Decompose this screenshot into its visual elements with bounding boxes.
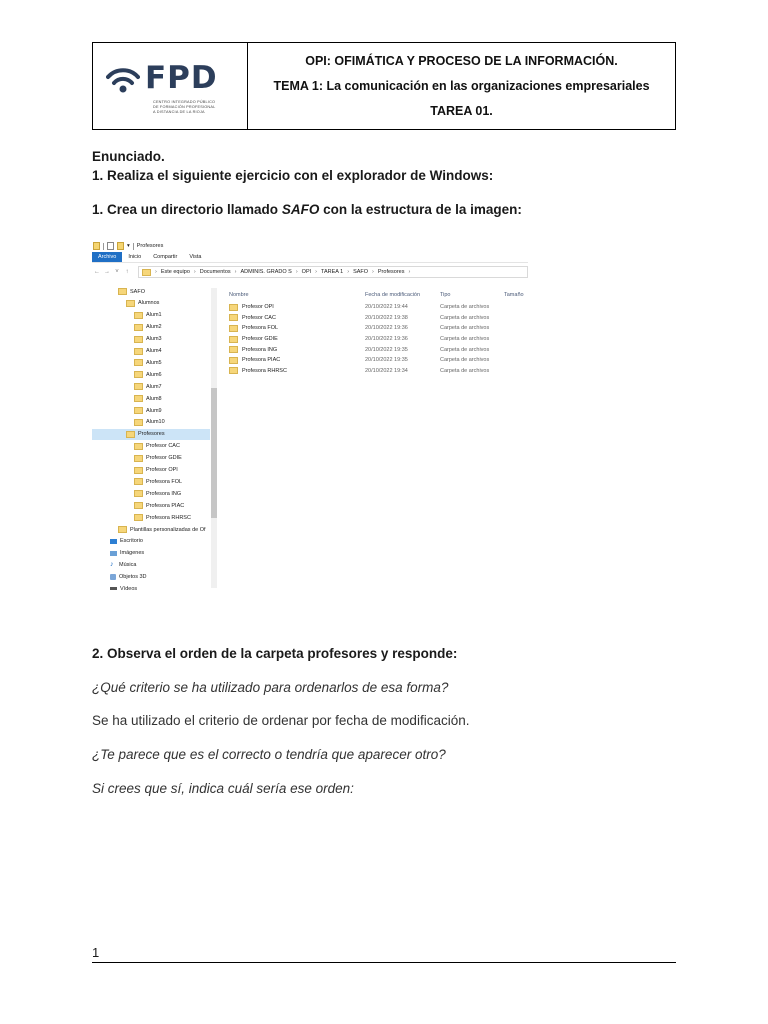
folder-icon — [134, 407, 143, 414]
tree-item-label: Profesor OPI — [146, 467, 178, 473]
breadcrumb-segment[interactable]: OPI — [301, 269, 312, 275]
tree-item[interactable] — [118, 286, 145, 297]
file-row[interactable] — [229, 355, 504, 366]
header-titles — [248, 43, 675, 129]
nav-scrollbar[interactable] — [211, 288, 217, 588]
pictures-icon — [110, 551, 117, 556]
file-row[interactable] — [229, 366, 504, 377]
address-bar-row — [92, 266, 528, 278]
exercise-1a-post: con la estructura de la imagen: — [319, 202, 522, 217]
logo-subtitle — [153, 100, 215, 115]
chevron-down-icon: ▾ — [127, 243, 130, 249]
objects-3d-icon — [110, 574, 116, 580]
column-name[interactable]: Nombre — [229, 292, 249, 298]
tree-item-label: Alum10 — [146, 419, 165, 426]
file-date: 20/10/2022 19:35 — [365, 346, 408, 353]
explorer-screenshot — [92, 240, 528, 590]
tree-item-label: Alum4 — [146, 348, 162, 354]
tree-item-label: Alum1 — [146, 312, 162, 319]
folder-icon — [134, 419, 143, 426]
file-date: 20/10/2022 19:34 — [365, 367, 408, 374]
tree-item[interactable] — [110, 536, 143, 547]
logo — [93, 43, 248, 129]
tab-inicio[interactable]: Inicio — [128, 254, 142, 260]
tree-item-label: Música — [119, 562, 137, 569]
tree-item[interactable] — [110, 560, 136, 571]
footer-divider — [92, 962, 676, 963]
quick-access-toolbar — [92, 240, 163, 252]
tree-item-label: Profesores — [138, 431, 165, 438]
file-name-cell — [229, 336, 365, 343]
tree-item-label: Objetos 3D — [119, 574, 147, 581]
folder-icon — [134, 490, 143, 497]
tree-item[interactable] — [134, 346, 162, 357]
desktop-icon — [110, 539, 117, 544]
folder-icon — [142, 269, 151, 276]
folder-icon — [134, 478, 143, 485]
file-type: Carpeta de archivos — [440, 346, 490, 353]
breadcrumb-segment[interactable]: Este equipo — [160, 269, 190, 275]
tree-item[interactable] — [118, 524, 206, 535]
tree-item-label: Alum8 — [146, 395, 162, 402]
exercise-2: 2. Observa el orden de la carpeta profesores y responde: — [92, 646, 458, 661]
folder-icon — [126, 431, 135, 438]
file-name: Profesor GDIE — [242, 336, 278, 343]
forward-arrow-icon[interactable]: → — [104, 269, 110, 275]
logo-sub-line: A DISTANCIA DE LA RIOJA — [153, 110, 205, 114]
tree-item-label: Alum5 — [146, 359, 162, 366]
folder-icon — [229, 325, 238, 332]
chevron-right-icon: › — [408, 269, 411, 275]
column-size[interactable]: Tamaño — [504, 292, 524, 298]
tree-item[interactable] — [134, 417, 165, 428]
tree-item[interactable] — [134, 322, 162, 333]
breadcrumb-segment[interactable]: Profesores — [377, 269, 405, 275]
tree-item[interactable] — [92, 429, 210, 440]
tree-item[interactable] — [134, 381, 162, 392]
recent-chevron-icon[interactable]: ˅ — [115, 269, 119, 275]
file-name: Profesora RHRSC — [242, 367, 287, 374]
tree-item-label: Escritorio — [120, 538, 143, 545]
file-date: 20/10/2022 19:36 — [365, 336, 408, 343]
folder-icon — [134, 443, 143, 450]
breadcrumb-segment[interactable]: ADMINIS. GRADO S — [240, 269, 292, 275]
folder-icon — [134, 348, 143, 355]
tree-item-label: Plantillas personalizadas de Of — [130, 526, 206, 533]
chevron-right-icon: › — [295, 269, 298, 275]
file-name: Profesora PIAC — [242, 357, 281, 364]
navigation-pane — [92, 286, 212, 590]
back-arrow-icon[interactable]: ← — [94, 269, 100, 275]
file-row[interactable] — [229, 334, 504, 345]
chevron-right-icon: › — [155, 269, 157, 275]
folder-icon — [93, 242, 100, 250]
tree-item-label: Profesora RHRSC — [146, 514, 191, 521]
tree-item-label: Alum6 — [146, 371, 162, 378]
tree-item-label: Profesora PIAC — [146, 502, 185, 509]
file-type: Carpeta de archivos — [440, 357, 490, 364]
up-arrow-icon[interactable]: ↑ — [125, 269, 129, 275]
scrollbar-thumb[interactable] — [211, 388, 217, 518]
tree-item[interactable] — [134, 369, 162, 380]
document-header — [92, 42, 676, 130]
exercise-1a — [92, 202, 522, 217]
tree-item[interactable] — [134, 334, 162, 345]
videos-icon — [110, 587, 117, 591]
tree-item-label: SAFO — [130, 288, 145, 295]
tree-item[interactable] — [134, 453, 182, 464]
folder-icon — [229, 314, 238, 321]
tree-item-label: Vídeos — [120, 586, 138, 590]
chevron-right-icon: › — [193, 269, 196, 275]
column-type[interactable]: Tipo — [440, 292, 451, 298]
question-2c: Si crees que sí, indica cuál sería ese orden: — [92, 781, 354, 796]
wifi-logo-icon — [106, 63, 140, 93]
file-name-cell — [229, 346, 365, 353]
file-type: Carpeta de archivos — [440, 304, 490, 311]
file-type: Carpeta de archivos — [440, 336, 490, 343]
new-folder-icon — [117, 242, 124, 250]
file-name: Profesora FOL — [242, 325, 279, 332]
tree-item-label: Imágenes — [120, 550, 145, 557]
tree-item-label: Profesor CAC — [146, 443, 180, 450]
folder-icon — [134, 502, 143, 509]
folder-icon — [118, 288, 127, 295]
music-icon: ♪ — [110, 561, 114, 569]
tree-item[interactable] — [134, 357, 162, 368]
file-date: 20/10/2022 19:44 — [365, 304, 408, 311]
file-name-cell — [229, 367, 365, 374]
file-date: 20/10/2022 19:38 — [365, 314, 408, 321]
enunciado-heading: Enunciado. — [92, 149, 165, 164]
tree-item[interactable] — [110, 548, 144, 559]
breadcrumb-segment[interactable]: Documentos — [199, 269, 231, 275]
folder-icon — [134, 395, 143, 402]
ribbon — [92, 252, 528, 263]
folder-icon — [134, 336, 143, 343]
tree-item-label: Profesora FOL — [146, 478, 183, 485]
tree-item[interactable] — [110, 584, 137, 591]
folder-icon — [134, 359, 143, 366]
tree-item-label: Alum2 — [146, 324, 162, 331]
tree-item[interactable] — [110, 572, 147, 583]
tree-item[interactable] — [134, 512, 191, 523]
file-name-cell — [229, 357, 365, 364]
question-2a: ¿Qué criterio se ha utilizado para ordenarlos de esa forma? — [92, 680, 449, 695]
folder-icon — [134, 514, 143, 521]
folder-icon — [118, 526, 127, 533]
folder-icon — [134, 324, 143, 331]
exercise-1: 1. Realiza el siguiente ejercicio con el explorador de Windows: — [92, 168, 494, 183]
tree-item[interactable] — [134, 441, 180, 452]
exercise-1a-folder: SAFO — [281, 202, 320, 217]
subject-title: OPI: OFIMÁTICA Y PROCESO DE LA INFORMACIÓN. — [305, 54, 618, 69]
tree-item-label: Alum7 — [146, 383, 162, 390]
file-name: Profesor CAC — [242, 314, 276, 321]
tab-compartir[interactable]: Compartir — [153, 254, 178, 260]
file-date: 20/10/2022 19:36 — [365, 325, 408, 332]
tree-item[interactable] — [134, 488, 181, 499]
divider — [133, 243, 134, 250]
breadcrumb-segment[interactable]: SAFO — [353, 269, 369, 275]
tree-item[interactable] — [126, 298, 159, 309]
logo-name: FPD — [145, 60, 218, 96]
tree-item-label: Alum3 — [146, 336, 162, 343]
tab-vista[interactable]: Vista — [189, 254, 202, 260]
tree-item-label: Profesor GDIE — [146, 455, 182, 462]
tree-item-label: Alum9 — [146, 407, 162, 414]
tree-item[interactable] — [134, 500, 184, 511]
folder-icon — [134, 371, 143, 378]
logo-sub-line: DE FORMACIÓN PROFESIONAL — [153, 105, 216, 109]
address-bar[interactable] — [138, 266, 528, 278]
file-date: 20/10/2022 19:35 — [365, 357, 408, 364]
breadcrumb-segment[interactable]: TAREA 1 — [321, 269, 344, 275]
file-row[interactable] — [229, 323, 504, 334]
file-name-cell — [229, 314, 365, 321]
folder-icon — [134, 455, 143, 462]
tree-item-label: Profesora ING — [146, 490, 182, 497]
tab-archivo[interactable]: Archivo — [92, 252, 122, 262]
file-name-cell — [229, 304, 365, 311]
tree-item-label: Alumnos — [138, 300, 160, 307]
chevron-right-icon: › — [347, 269, 350, 275]
file-row[interactable] — [229, 302, 504, 313]
file-name: Profesor OPI — [242, 304, 274, 311]
folder-icon — [134, 383, 143, 390]
window-title: Profesores — [136, 243, 164, 249]
chevron-right-icon: › — [372, 269, 374, 275]
file-name: Profesora ING — [242, 346, 278, 353]
folder-icon — [229, 367, 238, 374]
chevron-right-icon: › — [315, 269, 317, 275]
folder-icon — [229, 304, 238, 311]
exercise-1a-pre: 1. Crea un directorio llamado — [92, 202, 282, 217]
tree-item[interactable] — [134, 393, 162, 404]
column-headers — [229, 290, 528, 300]
file-type: Carpeta de archivos — [440, 325, 490, 332]
folder-icon — [134, 467, 143, 474]
tree-item[interactable] — [134, 476, 182, 487]
column-date[interactable]: Fecha de modificación — [365, 292, 421, 298]
divider — [103, 243, 104, 250]
file-name-cell — [229, 325, 365, 332]
folder-icon — [126, 300, 135, 307]
logo-sub-line: CENTRO INTEGRADO PÚBLICO — [153, 100, 216, 104]
file-type: Carpeta de archivos — [440, 367, 490, 374]
properties-icon — [107, 242, 114, 250]
page-number: 1 — [92, 945, 100, 960]
file-type: Carpeta de archivos — [440, 314, 490, 321]
folder-icon — [134, 312, 143, 319]
tree-item[interactable] — [134, 310, 162, 321]
folder-icon — [229, 357, 238, 364]
answer-2a: Se ha utilizado el criterio de ordenar por fecha de modificación. — [92, 713, 470, 728]
tree-item[interactable] — [134, 405, 162, 416]
folder-icon — [229, 336, 238, 343]
topic-title: TEMA 1: La comunicación en las organizaciones empresariales — [273, 78, 650, 93]
task-title: TAREA 01. — [430, 103, 493, 118]
file-row[interactable] — [229, 344, 504, 355]
question-2b: ¿Te parece que es el correcto o tendría que aparecer otro? — [92, 747, 446, 762]
file-row[interactable] — [229, 313, 504, 324]
folder-icon — [229, 346, 238, 353]
chevron-right-icon: › — [234, 269, 237, 275]
tree-item[interactable] — [134, 465, 178, 476]
